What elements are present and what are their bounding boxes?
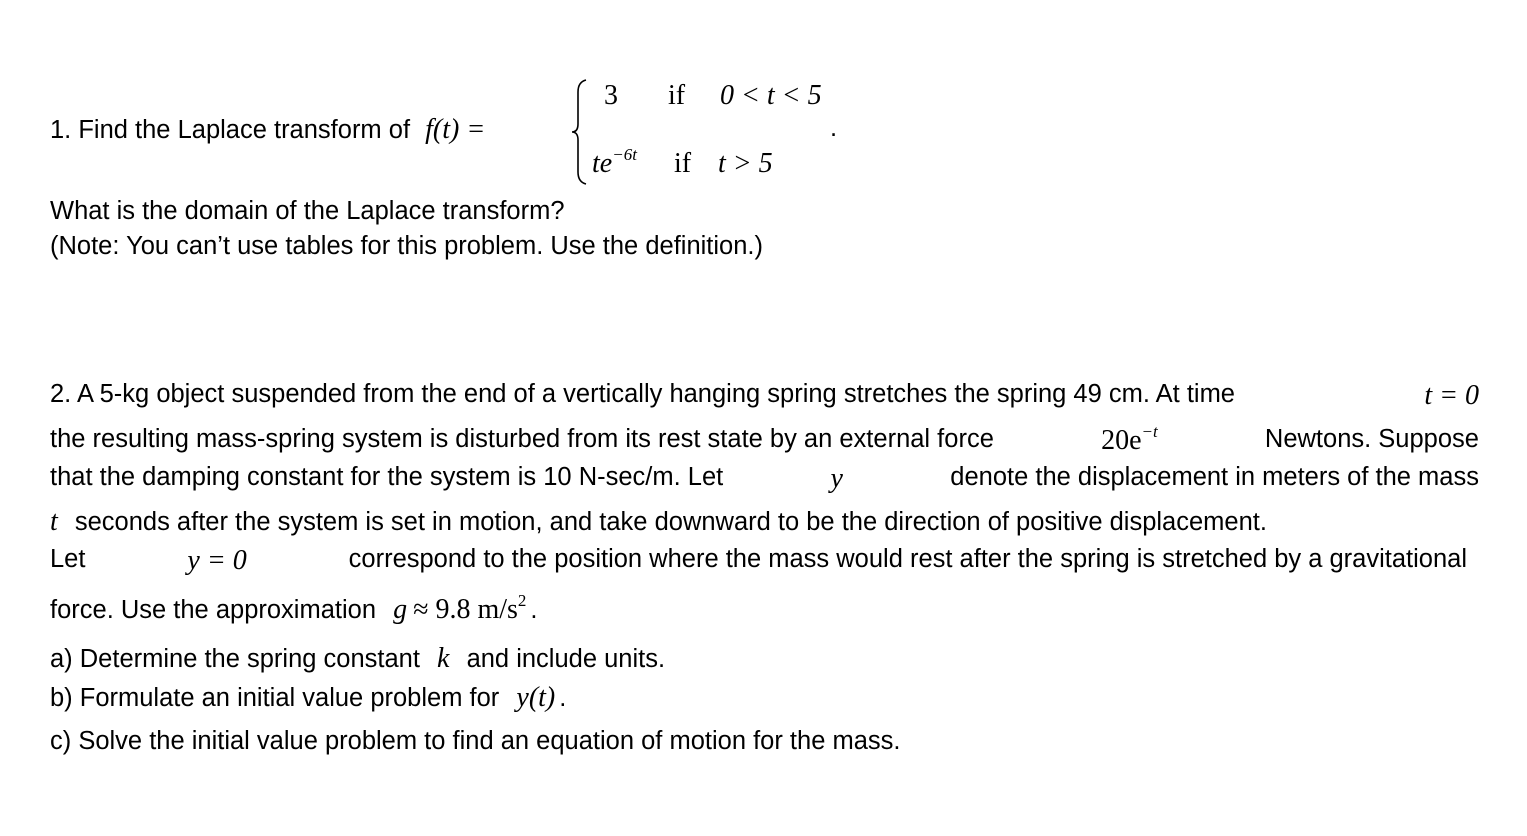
piece-1-value: 3 (604, 80, 618, 111)
variable-t: t (50, 506, 58, 537)
function-lhs: f(t) = (425, 114, 486, 145)
approximation-end: . (530, 596, 538, 624)
problem-1-prefix: 1. Find the Laplace transform of (50, 116, 418, 144)
problem-2-line-3 (50, 465, 1479, 493)
problem-2-line-5-let: Let (50, 545, 86, 573)
piece-2-value (592, 145, 637, 179)
piece-2-if: if (674, 148, 692, 179)
problem-2-line-5 (50, 547, 1467, 575)
problem-2-line-4 (50, 508, 1267, 536)
gravity-value: ≈ 9.8 m/s (413, 594, 518, 625)
part-c: c) Solve the initial value problem to find an equation of motion for the mass. (50, 727, 901, 755)
part-b-text: b) Formulate an initial value problem for (50, 684, 500, 712)
part-a-text: a) Determine the spring constant (50, 645, 420, 673)
gravity-exponent: 2 (517, 591, 527, 610)
part-b (50, 684, 566, 712)
variable-g: g (393, 594, 408, 625)
problem-1-statement (50, 116, 485, 144)
problem-2-line-2-text: the resulting mass-spring system is disturbed from its rest state by an external force (50, 425, 994, 453)
problem-2-line-5-text: correspond to the position where the mass would rest after the spring is stretched by a gravitational (348, 545, 1467, 573)
problem-2-line-2 (50, 422, 1479, 456)
part-a (50, 645, 665, 673)
variable-k: k (437, 643, 450, 674)
problem-2-line-3-end: denote the displacement in meters of the mass (950, 463, 1479, 491)
piecewise-end-period: . (830, 114, 838, 142)
problem-2-intro: 2. A 5-kg object suspended from the end of a vertically hanging spring stretches the spring 49 cm. At time (50, 380, 1235, 408)
approximation-text: force. Use the approximation (50, 596, 376, 624)
piece-2-base: te (592, 148, 613, 179)
y-of-t: y(t) (516, 682, 556, 713)
piece-2-exponent: −6t (612, 145, 637, 164)
problem-1-question: What is the domain of the Laplace transform? (50, 197, 565, 225)
piece-1-if: if (668, 80, 686, 111)
piece-1-condition: 0 < t < 5 (720, 80, 822, 111)
variable-y: y (830, 463, 843, 494)
problem-2-line-1 (50, 382, 1479, 410)
problem-2-line-4-text: seconds after the system is set in motion, and take downward to be the direction of positive displacement. (74, 508, 1267, 536)
time-zero: t = 0 (1424, 380, 1479, 411)
force-exponent: −t (1141, 422, 1158, 441)
piece-2-condition: t > 5 (718, 148, 773, 179)
y-equals-zero: y = 0 (187, 545, 247, 576)
force-base: 20e (1101, 425, 1142, 456)
part-b-end: . (559, 684, 567, 712)
external-force (1101, 422, 1158, 456)
problem-1-note: (Note: You can’t use tables for this problem. Use the definition.) (50, 232, 763, 260)
problem-2-line-2-end: Newtons. Suppose (1264, 425, 1479, 453)
piecewise-brace-icon (570, 78, 590, 186)
problem-2-line-6 (50, 591, 538, 625)
part-a-end: and include units. (466, 645, 666, 673)
problem-2-line-3-text: that the damping constant for the system is 10 N-sec/m. Let (50, 463, 724, 491)
